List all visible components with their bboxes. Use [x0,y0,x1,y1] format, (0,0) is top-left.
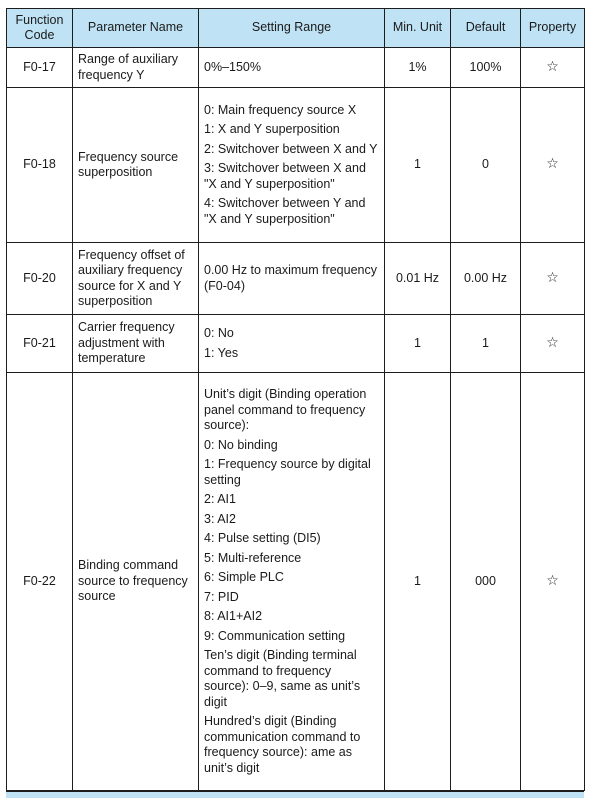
range-option: 6: Simple PLC [204,570,284,584]
default-value: 100% [451,48,521,88]
range-option: 0: Main frequency source X [204,102,357,117]
parameter-name: Range of auxiliary frequency Y [73,48,199,88]
range-option: 0: No [204,326,234,340]
setting-range [199,88,385,243]
property-star-icon: ☆ [521,88,585,243]
header-default: Default [451,9,521,48]
range-option: Unit’s digit (Binding operation panel command to frequency source): [204,387,367,432]
table-row [7,373,585,791]
header-property: Property [521,9,585,48]
range-option: 3: AI2 [204,511,236,526]
range-option: Ten’s digit (Binding terminal command to frequency source): 0–9, same as unit’s digit [204,648,361,709]
min-unit: 1 [385,373,451,791]
function-code: F0-18 [7,88,73,243]
range-option: 8: AI1+AI2 [204,609,263,623]
setting-range [199,373,385,791]
range-option: Hundred’s digit (Binding communication command to frequency source): ame as unit’s digit [204,714,361,775]
range-option: 1: Frequency source by digital setting [204,457,371,487]
range-option: 0: No binding [204,437,278,452]
table-row [7,315,585,373]
parameter-name: Carrier frequency adjustment with temperature [73,315,199,373]
default-value: 1 [451,315,521,373]
parameter-name: Frequency source superposition [73,88,199,243]
range-option: 2: Switchover between X and Y [204,141,378,156]
range-option: 7: PID [204,589,239,604]
min-unit: 1 [385,315,451,373]
setting-range [199,48,385,88]
function-code: F0-20 [7,243,73,315]
property-star-icon: ☆ [521,373,585,791]
parameter-table [6,8,585,791]
table-row [7,48,585,88]
property-star-icon: ☆ [521,243,585,315]
header-min-unit: Min. Unit [385,9,451,48]
setting-range [199,315,385,373]
default-value: 000 [451,373,521,791]
table-row [7,243,585,315]
setting-range [199,243,385,315]
min-unit: 1% [385,48,451,88]
parameter-name: Binding command source to frequency source [73,373,199,791]
header-parameter-name: Parameter Name [73,9,199,48]
function-code: F0-22 [7,373,73,791]
range-option: 5: Multi-reference [204,550,302,565]
range-option: 1: X and Y superposition [204,122,340,137]
table-body [7,48,585,791]
range-option: 3: Switchover between X and "X and Y superposition" [204,161,366,191]
function-code: F0-21 [7,315,73,373]
min-unit: 0.01 Hz [385,243,451,315]
header-row [7,9,585,48]
header-setting-range: Setting Range [199,9,385,48]
table-row [7,88,585,243]
range-option: 9: Communication setting [204,628,346,643]
range-option: 0%–150% [204,59,261,74]
parameter-name: Frequency offset of auxiliary frequency source for X and Y superposition [73,243,199,315]
default-value: 0.00 Hz [451,243,521,315]
property-star-icon: ☆ [521,48,585,88]
min-unit: 1 [385,88,451,243]
header-function-code: Function Code [7,9,73,48]
range-option: 4: Switchover between Y and "X and Y superposition" [204,196,366,226]
property-star-icon: ☆ [521,315,585,373]
range-option: 4: Pulse setting (DI5) [204,531,321,545]
default-value: 0 [451,88,521,243]
range-option: 1: Yes [204,345,239,360]
range-option: 2: AI1 [204,492,236,506]
table-header [7,9,585,48]
range-option: 0.00 Hz to maximum frequency (F0-04) [204,263,377,293]
function-code: F0-17 [7,48,73,88]
